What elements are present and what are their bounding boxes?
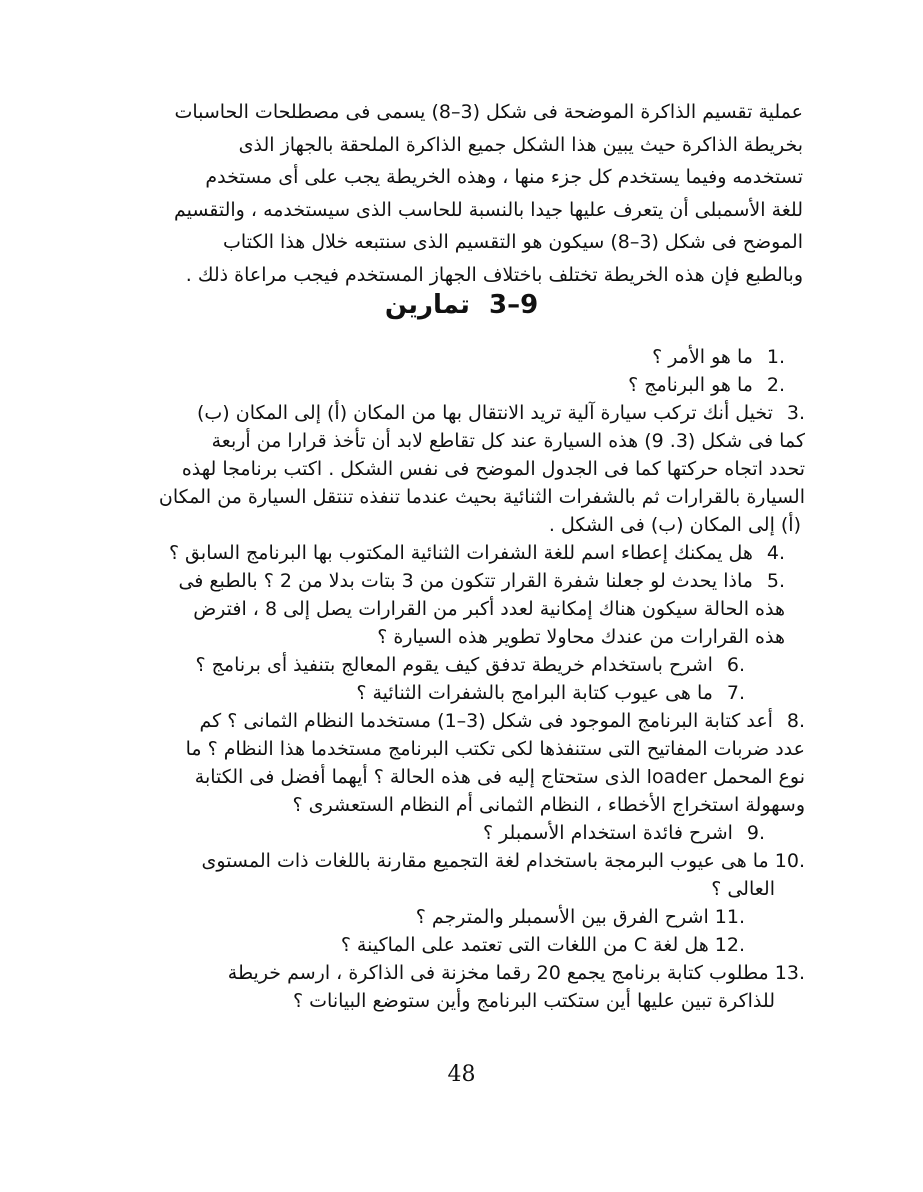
exercise-item — [150, 931, 805, 959]
exercise-text: للذاكرة تبين عليها أين ستكتب البرنامج وأين ستوضع البيانات ؟ — [293, 990, 775, 1012]
exercise-text: وسهولة استخراج الأخطاء ، النظام الثمانى أم النظام الستعشرى ؟ — [292, 794, 805, 816]
exercise-item — [150, 959, 805, 1015]
exercise-text: اشرح الفرق بين الأسمبلر والمترجم ؟ — [415, 906, 709, 928]
page-number: 48 — [447, 1062, 476, 1087]
exercise-text: اشرح فائدة استخدام الأسمبلر ؟ — [482, 822, 733, 844]
exercise-number: 9. — [746, 822, 765, 844]
exercise-item — [150, 567, 805, 651]
exercise-text: ما هو البرنامج ؟ — [628, 374, 753, 396]
exercise-item — [150, 903, 805, 931]
exercise-number: 4. — [766, 542, 785, 564]
exercise-text: هذه القرارات من عندك محاولا تطوير هذه السيارة ؟ — [377, 626, 785, 648]
exercise-number: 6. — [726, 654, 745, 676]
exercise-list — [150, 343, 805, 1015]
exercise-item — [150, 847, 805, 903]
intro-line: بخريطة الذاكرة حيث يبين هذا الشكل جميع الذاكرة الملحقة بالجهاز الذى — [238, 133, 803, 156]
exercise-item — [150, 651, 805, 679]
exercise-number: 10. — [774, 850, 805, 872]
exercise-text: كما فى شكل (3. 9) هذه السيارة عند كل تقاطع لابد أن تأخذ قرارا من أربعة — [211, 430, 805, 452]
exercise-text: ماذا يحدث لو جعلنا شفرة القرار تتكون من 3 بتات بدلا من 2 ؟ بالطبع فى — [178, 570, 753, 592]
exercise-text: مطلوب كتابة برنامج يجمع 20 رقما مخزنة فى الذاكرة ، ارسم خريطة — [227, 962, 769, 984]
exercise-text: هل لغة C من اللغات التى تعتمد على الماكينة ؟ — [340, 934, 709, 956]
intro-line: الموضح فى شكل (3–8) سيكون هو التقسيم الذى سنتبعه خلال هذا الكتاب — [223, 231, 803, 253]
exercise-text: ما هى عيوب كتابة البرامج بالشفرات الثنائية ؟ — [356, 682, 713, 704]
exercise-text: ما هو الأمر ؟ — [652, 346, 753, 368]
exercise-text: هذه الحالة سيكون هناك إمكانية لعدد أكبر من القرارات يصل إلى 8 ، افترض — [193, 598, 785, 620]
exercise-text: تخيل أنك تركب سيارة آلية تريد الانتقال بها من المكان (أ) إلى المكان (ب) — [197, 402, 773, 424]
exercise-number: 12. — [714, 934, 745, 956]
exercise-text: العالى ؟ — [711, 878, 775, 900]
exercise-text: تحدد اتجاه حركتها كما فى الجدول الموضح فى نفس الشكل . اكتب برنامجا لهذه — [181, 458, 805, 480]
section-heading — [0, 290, 923, 320]
intro-paragraph — [150, 96, 803, 291]
intro-line: عملية تقسيم الذاكرة الموضحة فى شكل (3–8) يسمى فى مصطلحات الحاسبات — [174, 101, 803, 123]
exercise-item — [150, 371, 805, 399]
intro-line: تستخدمه وفيما يستخدم كل جزء منها ، وهذه الخريطة يجب على أى مستخدم — [205, 166, 803, 188]
exercise-item — [150, 707, 805, 819]
exercise-text: السيارة بالقرارات ثم بالشفرات الثنائية بحيث عندما تنفذه تنتقل السيارة من المكان — [158, 486, 805, 508]
exercise-item — [150, 679, 805, 707]
exercise-number: 8. — [786, 710, 805, 732]
exercise-item — [150, 819, 805, 847]
exercise-number: 7. — [726, 682, 745, 704]
exercise-text: (أ) إلى المكان (ب) فى الشكل . — [548, 514, 801, 536]
exercise-number: 13. — [774, 962, 805, 984]
intro-line: وبالطبع فإن هذه الخريطة تختلف باختلاف الجهاز المستخدم فيجب مراعاة ذلك . — [185, 263, 803, 286]
exercise-item — [150, 343, 805, 371]
exercise-item — [150, 399, 805, 539]
exercise-text: أعد كتابة البرنامج الموجود فى شكل (3–1) مستخدما النظام الثمانى ؟ كم — [199, 710, 773, 732]
section-number: 3–9 — [488, 290, 539, 320]
exercise-text: اشرح باستخدام خريطة تدفق كيف يقوم المعالج بتنفيذ أى برنامج ؟ — [195, 654, 713, 676]
exercise-number: 5. — [766, 570, 785, 592]
exercise-number: 3. — [786, 402, 805, 424]
exercise-text: نوع المحمل loader الذى ستحتاج إليه فى هذه الحالة ؟ أيهما أفضل فى الكتابة — [194, 766, 805, 788]
exercise-text: عدد ضربات المفاتيح التى ستنفذها لكى تكتب البرنامج مستخدما هذا النظام ؟ ما — [185, 738, 805, 760]
exercise-text: هل يمكنك إعطاء اسم للغة الشفرات الثنائية المكتوب بها البرنامج السابق ؟ — [168, 542, 753, 564]
section-title: تمارين — [384, 290, 470, 320]
intro-line: للغة الأسمبلى أن يتعرف عليها جيدا بالنسبة للحاسب الذى سيستخدمه ، والتقسيم — [173, 198, 803, 221]
exercise-text: ما هى عيوب البرمجة باستخدام لغة التجميع مقارنة باللغات ذات المستوى — [201, 850, 769, 872]
exercise-number: 2. — [766, 374, 785, 396]
exercise-item — [150, 539, 805, 567]
exercise-number: 1. — [766, 346, 785, 368]
exercise-number: 11. — [714, 906, 745, 928]
